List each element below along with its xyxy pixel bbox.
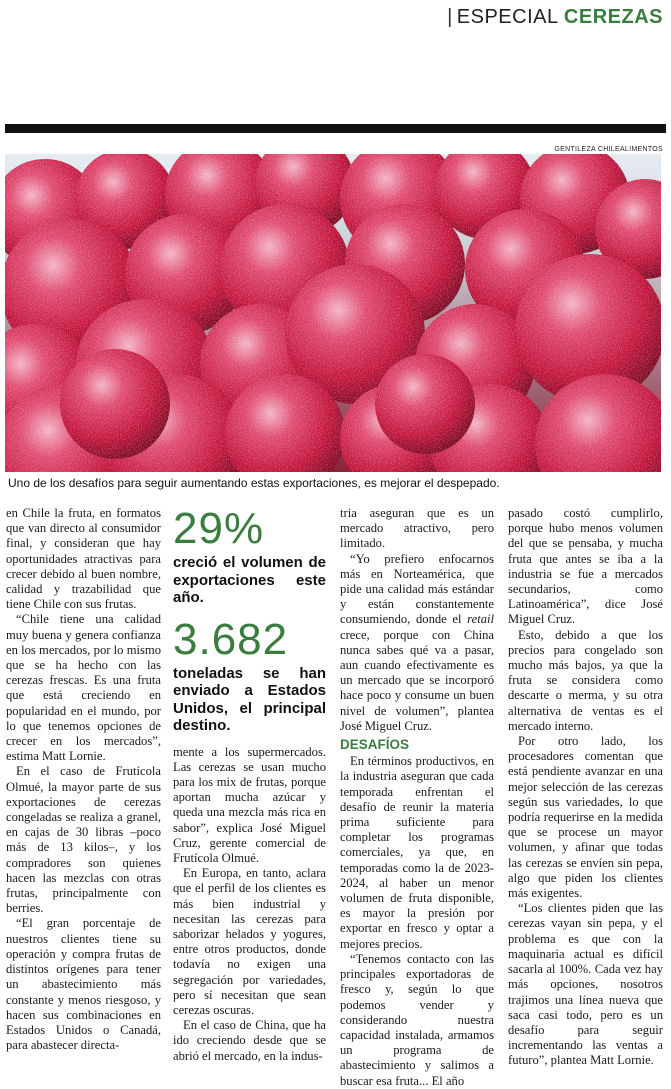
paragraph: Esto, debido a que los precios para congelado son mucho más bajos, ya que la fruta se considera como descarte o merma, y su otra alternativa de ventas es el mercado interno.: [508, 627, 663, 733]
paragraph: mente a los supermercados. Las cerezas se usan mucho para los mix de frutas, porque aportan mucha azúcar y queda una mezcla más rica en sabor”, explica José Miguel Cruz, gerente comercial de Frutícola Olmué.: [173, 744, 326, 865]
article-column-4: [508, 506, 663, 1069]
paragraph: En el caso de Frutícola Olmué, la mayor parte de sus exportaciones de cerezas congeladas se realiza a granel, en cajas de 30 libras –poco más de 13 kilos–, y los compradores son quienes hacen las mezclas con otras frutas, principalmente con berries.: [6, 764, 161, 916]
article-column-2: [173, 506, 326, 1064]
subheading-desafios: DESAFÍOS: [340, 737, 410, 753]
paragraph: “El gran porcentaje de nuestros clientes tiene su operación y compra frutas de distintos orígenes para tener un abastecimiento más constante y menos riesgoso, y hacen sus combinaciones en Estados Unidos o Canadá, para abastecer directa-: [6, 916, 161, 1053]
frost-texture: [60, 349, 170, 459]
photo-credit: GENTILEZA CHILEALIMENTOS: [554, 146, 663, 153]
paragraph: En el caso de China, que ha ido creciendo desde que se abrió el mercado, en la indus-: [173, 1018, 326, 1063]
article-column-1: [6, 506, 161, 1053]
section-header: [447, 6, 663, 29]
paragraph: tria aseguran que es un mercado atractivo, pero limitado.: [340, 506, 494, 551]
paragraph: Por otro lado, los procesadores comentan que está pendiente avanzar en una mejor selección de las cerezas según sus variedades, lo que podría requerirse en la medida que se procese un mayor volumen, y afinar que todas las cerezas se envíen sin pepa, algo que piden los clientes más exigentes.: [508, 734, 663, 901]
paragraph: En Europa, en tanto, aclara que el perfil de los clientes es más bien industrial y necesitan las cerezas para saborizar helados y yogures, entre otros productos, donde todavía no exigen una segregación por variedades, pero sí necesitan que sean cerezas oscuras.: [173, 866, 326, 1017]
section-label: ESPECIAL: [456, 6, 558, 28]
paragraph: “Los clientes piden que las cerezas vayan sin pepa, y el problema es que con la maquinaria actual es difícil sacarla al 100%. Cada vez hay más opciones, nosotros trajimos una línea nueva que saca casi todo, pero es un desafío para seguir incrementando las ventas a futuro”, plantea Matt Lornie.: [508, 901, 663, 1068]
stat-text-tonnes: toneladas se han enviado a Estados Unidos, el principal destino.: [173, 664, 326, 734]
paragraph: En términos productivos, en la industria aseguran que cada temporada enfrentan el desafío de reunir la materia prima suficiente para completar los programas comerciales, ya que, en temporadas como la de 2023-2024, al haber un menor volumen de fruta disponible, es mayor la presión por exportar en fresco y optar a mejores precios.: [340, 754, 494, 951]
stat-value-tonnes: 3.682: [173, 614, 289, 664]
frost-texture: [375, 354, 475, 454]
photo-caption: Uno de los desafíos para seguir aumentando estas exportaciones, es mejorar el despepado.: [8, 476, 500, 490]
frozen-cherries-image: [5, 154, 661, 472]
paragraph: “Tenemos contacto con las principales exportadoras de fresco y, según lo que podemos vender y considerando nuestra capacidad instalada, armamos un programa de abastecimiento y salimos a buscar esa fruta... El año: [340, 951, 494, 1088]
paragraph: en Chile la fruta, en formatos que van directo al consumidor final, y consideran que hay oportunidades atractivas para crecer debido al buen nombre, calidad y trazabilidad que tiene Chile con sus frutas.: [6, 506, 161, 612]
header-divider: |: [447, 6, 453, 28]
paragraph: pasado costó cumplirlo, porque hubo menos volumen del que se pensaba, y mucha fruta que antes se iba a la industria se fue a mercados secundarios, como Latinoamérica”, dice José Miguel Cruz.: [508, 506, 663, 627]
top-rule: [5, 124, 666, 133]
article-column-3: [340, 506, 494, 1089]
stat-text-growth: creció el volumen de exportaciones este año.: [173, 554, 326, 606]
paragraph: “Yo prefiero enfocarnos más en Norteamérica, que pide una calidad más estándar y están constantemente consumiendo, donde el retail crece, porque con China nunca sabes qué va a pasar, aun cuando efectivamente es un mercado que se incorporó hace poco y consume un buen nivel de volumen”, plantea José Miguel Cruz.: [340, 551, 494, 733]
section-topic: CEREZAS: [563, 6, 663, 28]
paragraph: “Chile tiene una calidad muy buena y genera confianza en los mercados, por lo mismo que se ha hecho con las cerezas frescas. Es una fruta que está creciendo en popularidad en el mundo, por lo que tenemos opciones de crecer en los mercados”, estima Matt Lornie.: [6, 612, 161, 764]
cherries-photo: [5, 154, 661, 472]
stat-value-growth: 29%: [173, 504, 265, 553]
